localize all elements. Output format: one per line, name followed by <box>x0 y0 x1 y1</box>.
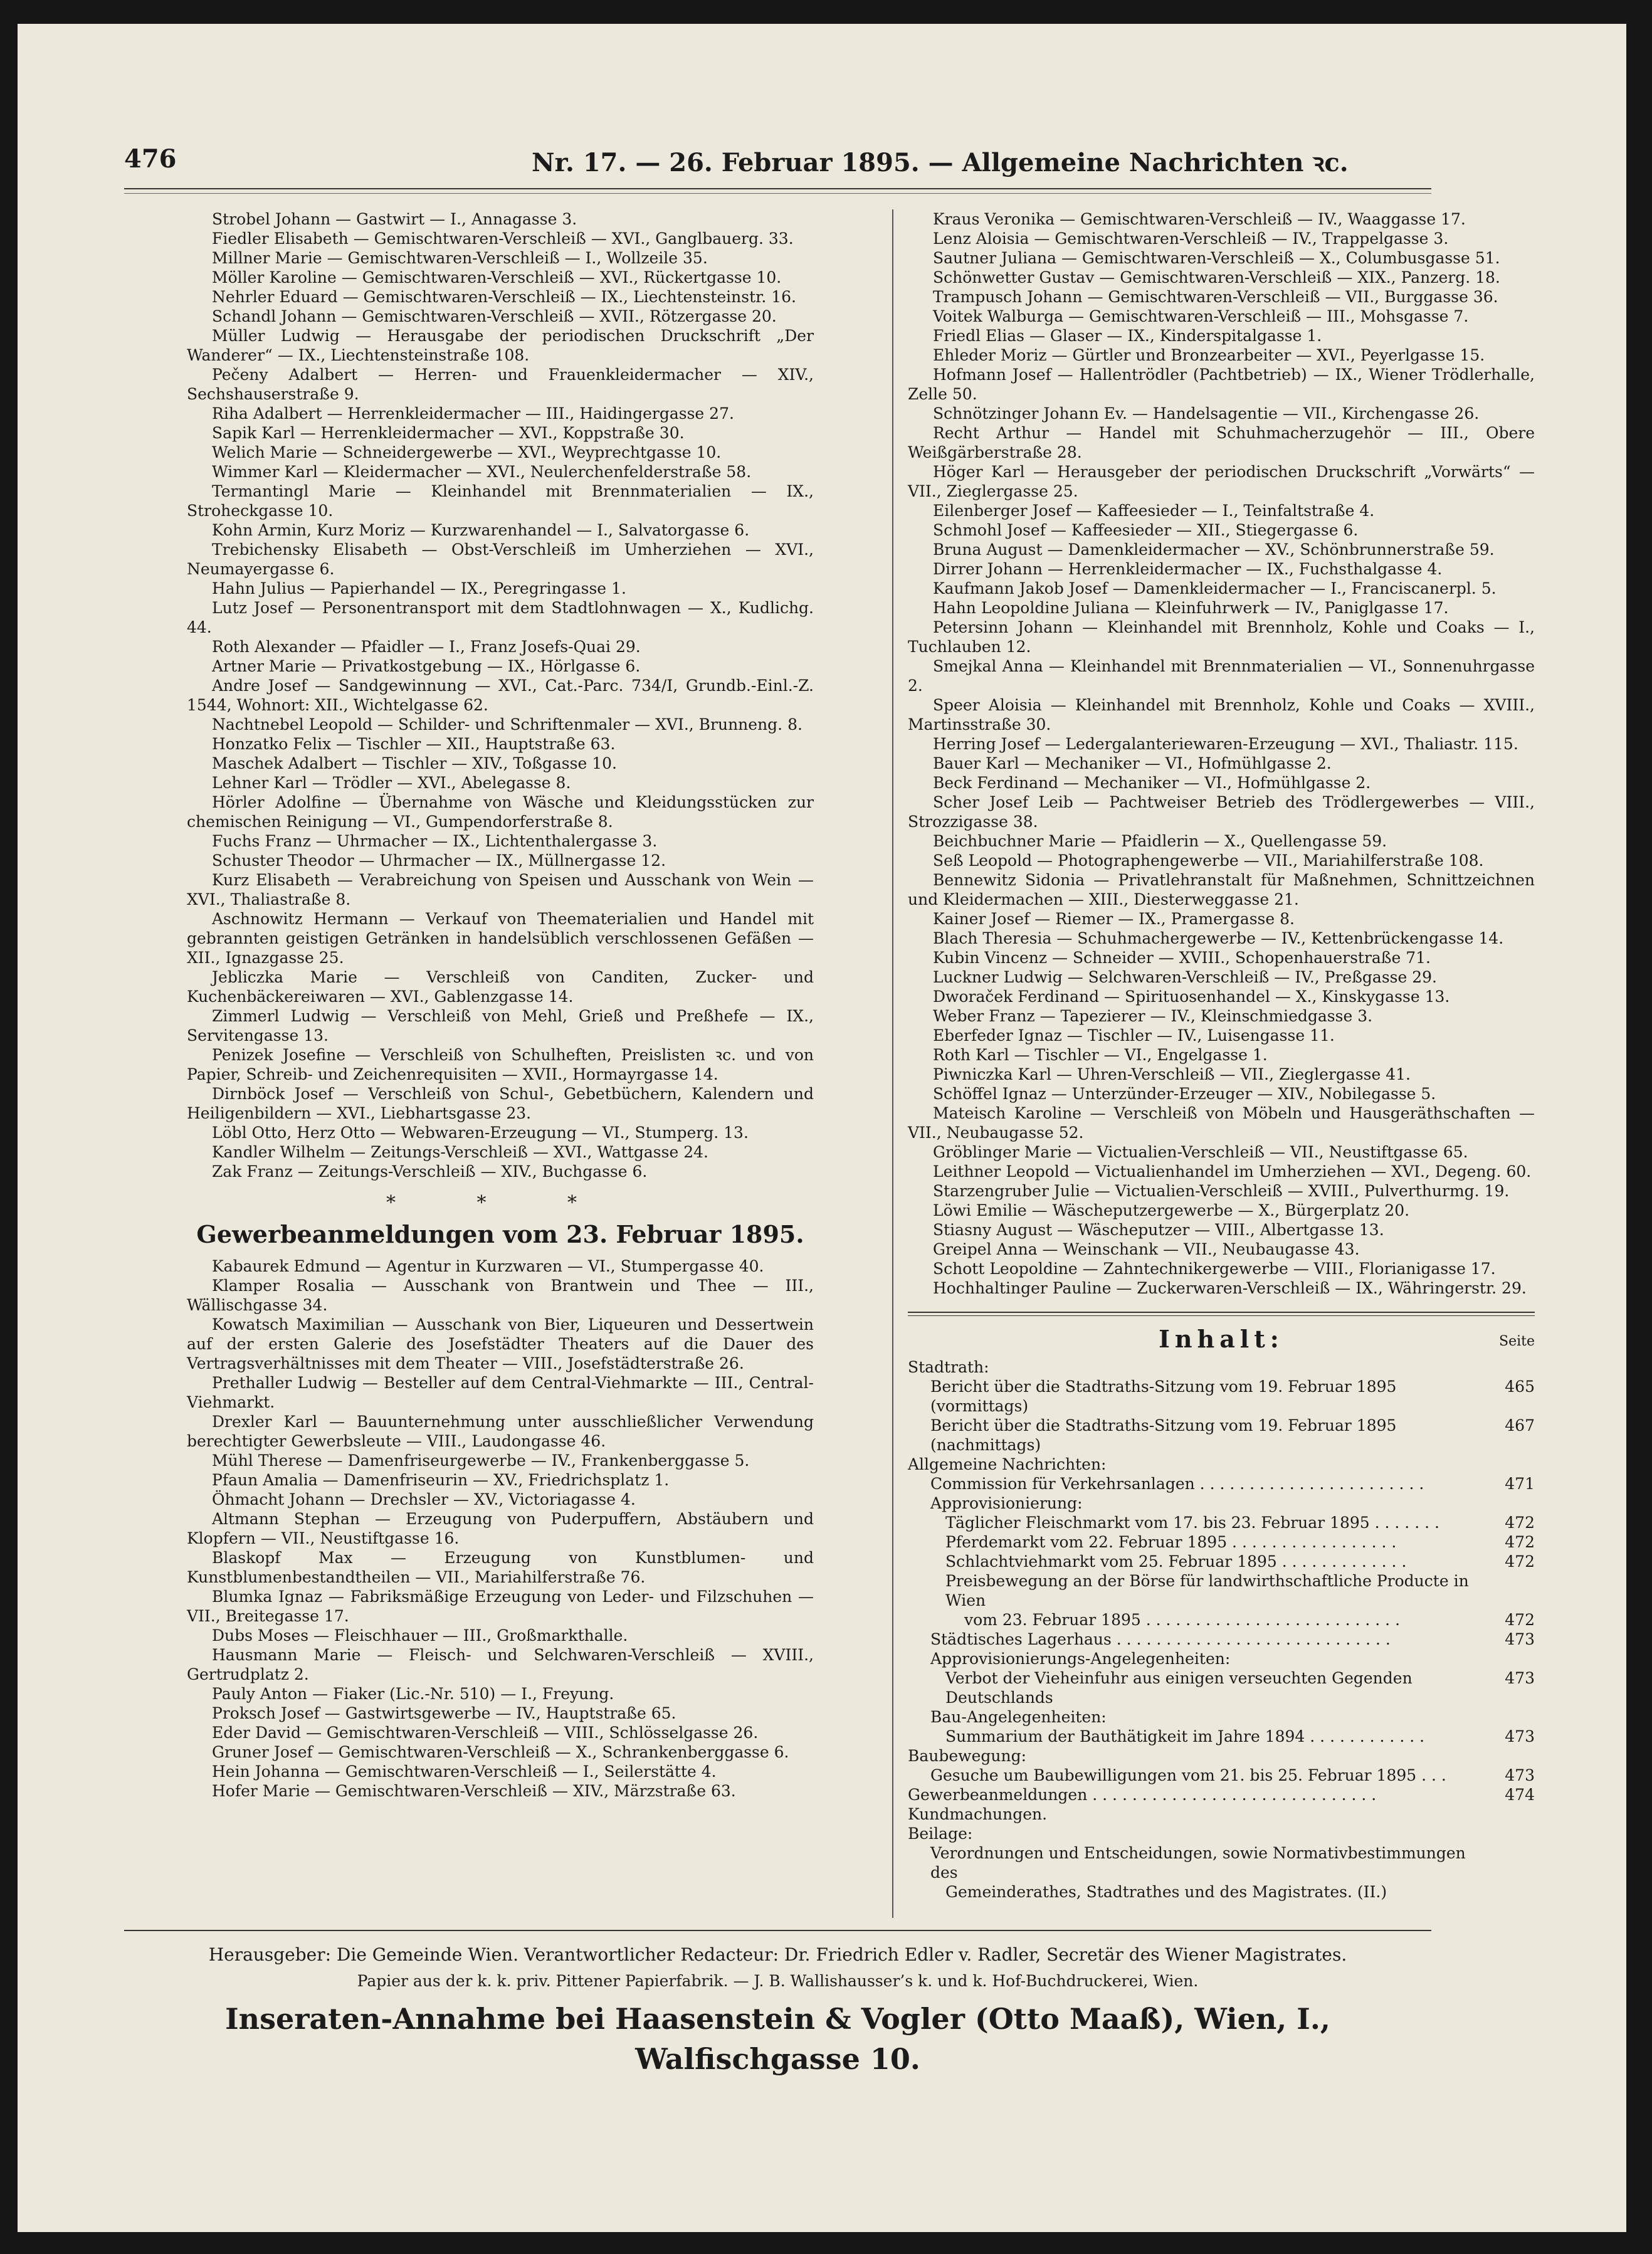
list-item: Eberfeder Ignaz — Tischler — IV., Luisengasse 11. <box>933 1026 1335 1045</box>
list-item: Andre Josef — Sandgewinnung — XVI., Cat.-Parc. 734/I, Grundb.-Einl.-Z. 1544, Wohnort: XII., Wichtelgasse 62. <box>187 677 814 714</box>
toc-row <box>908 1746 1535 1766</box>
toc-row <box>908 1649 1535 1668</box>
toc-title: Inhalt: <box>1159 1325 1284 1353</box>
left-column <box>187 209 814 1801</box>
list-item: Kabaurek Edmund — Agentur in Kurzwaren — VI., Stumpergasse 40. <box>212 1257 764 1275</box>
toc-row <box>908 1513 1535 1532</box>
list-item: Fuchs Franz — Uhrmacher — IX., Lichtenthalergasse 3. <box>212 832 658 850</box>
toc-row <box>908 1532 1535 1552</box>
toc-entry-page: 472 <box>1505 1611 1535 1629</box>
toc-entry-text: Approvisionierung: <box>930 1494 1083 1512</box>
list-item: Kurz Elisabeth — Verabreichung von Speisen und Ausschank von Wein — XVI., Thaliastraße 8. <box>187 871 814 908</box>
list-item: Gröblinger Marie — Victualien-Verschleiß — VII., Neustiftgasse 65. <box>933 1143 1468 1161</box>
list-item: Höger Karl — Herausgeber der periodischen Druckschrift „Vorwärts“ — VII., Zieglergasse 25. <box>908 463 1535 500</box>
toc-entry-text: Gemeinderathes, Stadtrathes und des Magistrates. (II.) <box>945 1883 1387 1901</box>
list-item: Nachtnebel Leopold — Schilder- und Schriftenmaler — XVI., Brunneng. 8. <box>212 715 802 734</box>
list-item: Eder David — Gemischtwaren-Verschleiß — VIII., Schlösselgasse 26. <box>212 1724 759 1742</box>
list-item: Kowatsch Maximilian — Ausschank von Bier, Liqueuren und Dessertwein auf der ersten Galerie des Josefstädter Theaters auf die Dauer des Vertragsverhältnisses mit dem Theater — VIII., Josefstädterstraße 26. <box>187 1315 814 1372</box>
list-item: Kohn Armin, Kurz Moriz — Kurzwarenhandel — I., Salvatorgasse 6. <box>212 521 750 539</box>
list-item: Herring Josef — Ledergalanteriewaren-Erzeugung — XVI., Thaliastr. 115. <box>933 735 1518 753</box>
list-item: Hofer Marie — Gemischtwaren-Verschleiß — XIV., Märzstraße 63. <box>212 1782 736 1800</box>
list-item: Schmohl Josef — Kaffeesieder — XII., Stiegergasse 6. <box>933 521 1359 539</box>
toc-row <box>908 1785 1535 1804</box>
header-title: Nr. 17. — 26. Februar 1895. — Allgemeine Nachrichten ꝛc. <box>532 148 1349 177</box>
footer-advert: Inseraten-Annahme bei Haasenstein & Vogler (Otto Maaß), Wien, I., Walfischgasse 10. <box>225 2002 1330 2076</box>
toc-entry-page: 467 <box>1505 1416 1535 1435</box>
list-item: Trebichensky Elisabeth — Obst-Verschleiß im Umherziehen — XVI., Neumayergasse 6. <box>187 540 814 578</box>
list-item: Mateisch Karoline — Verschleiß von Möbeln und Hausgeräthschaften — VII., Neubaugasse 52. <box>908 1104 1535 1142</box>
list-item: Honzatko Felix — Tischler — XII., Hauptstraße 63. <box>212 735 616 753</box>
list-item: Dirrer Johann — Herrenkleidermacher — IX., Fuchsthalgasse 4. <box>933 560 1443 578</box>
list-item: Scher Josef Leib — Pachtweiser Betrieb des Trödlergewerbes — VIII., Strozzigasse 38. <box>908 793 1535 831</box>
toc-entry-text: Kundmachungen. <box>908 1805 1048 1823</box>
list-item: Smejkal Anna — Kleinhandel mit Brennmaterialien — VI., Sonnenuhrgasse 2. <box>908 657 1535 695</box>
toc-entry-text: Stadtrath: <box>908 1358 989 1376</box>
column-divider <box>892 209 893 1918</box>
list-item: Leithner Leopold — Victualienhandel im Umherziehen — XVI., Degeng. 60. <box>933 1162 1532 1181</box>
list-item: Voitek Walburga — Gemischtwaren-Verschleiß — III., Mohsgasse 7. <box>933 307 1469 325</box>
list-item: Roth Alexander — Pfaidler — I., Franz Josefs-Quai 29. <box>212 638 641 656</box>
list-item: Blaskopf Max — Erzeugung von Kunstblumen- und Kunstblumenbestandtheilen — VII., Mariahilferstraße 76. <box>187 1549 814 1586</box>
toc-entry-page: 473 <box>1505 1630 1535 1648</box>
toc-row <box>908 1357 1535 1377</box>
toc-row <box>908 1474 1535 1493</box>
list-item: Stiasny August — Wäscheputzer — VIII., Albertgasse 13. <box>933 1221 1384 1239</box>
list-item: Zak Franz — Zeitungs-Verschleiß — XIV., Buchgasse 6. <box>212 1162 648 1181</box>
toc-row <box>908 1882 1535 1902</box>
toc-entry-text: Summarium der Bauthätigkeit im Jahre 1894 . . . . . . . . . . . . <box>945 1727 1425 1746</box>
list-item: Pfaun Amalia — Damenfriseurin — XV., Friedrichsplatz 1. <box>212 1471 670 1489</box>
list-item: Beichbuchner Marie — Pfaidlerin — X., Quellengasse 59. <box>933 832 1387 850</box>
list-item: Eilenberger Josef — Kaffeesieder — I., Teinfaltstraße 4. <box>933 502 1375 520</box>
newspaper-page <box>18 24 1626 2232</box>
toc-entry-text: Schlachtviehmarkt vom 25. Februar 1895 . . . . . . . . . . . . . <box>945 1552 1407 1571</box>
footer-rule <box>124 1930 1431 1932</box>
toc-entry-page: 473 <box>1505 1766 1535 1784</box>
list-item: Hörler Adolfine — Übernahme von Wäsche und Kleidungsstücken zur chemischen Reinigung — VI., Gumpendorferstraße 8. <box>187 793 814 831</box>
list-item: Starzengruber Julie — Victualien-Verschleiß — XVIII., Pulverthurmg. 19. <box>933 1182 1510 1200</box>
list-item: Klamper Rosalia — Ausschank von Brantwein und Thee — III., Wällischgasse 34. <box>187 1277 814 1314</box>
list-item: Mühl Therese — Damenfriseurgewerbe — IV., Frankenberggasse 5. <box>212 1451 750 1470</box>
list-item: Weber Franz — Tapezierer — IV., Kleinschmiedgasse 3. <box>933 1007 1373 1025</box>
toc-entry-page: 465 <box>1505 1377 1535 1396</box>
list-item: Fiedler Elisabeth — Gemischtwaren-Verschleiß — XVI., Ganglbauerg. 33. <box>212 229 794 248</box>
toc-entry-text: Commission für Verkehrsanlagen . . . . . . . . . . . . . . . . . . . . . . . <box>930 1475 1424 1493</box>
list-item: Müller Ludwig — Herausgabe der periodischen Druckschrift „Der Wanderer“ — IX., Liechtensteinstraße 108. <box>187 327 814 364</box>
toc-entry-text: Städtisches Lagerhaus . . . . . . . . . . . . . . . . . . . . . . . . . . . . <box>930 1630 1391 1648</box>
list-item: Hochhaltinger Pauline — Zuckerwaren-Verschleiß — IX., Währingerstr. 29. <box>933 1279 1527 1297</box>
toc-entry-page: 472 <box>1505 1533 1535 1551</box>
list-item: Schönwetter Gustav — Gemischtwaren-Verschleiß — XIX., Panzerg. 18. <box>933 268 1500 287</box>
list-item: Bennewitz Sidonia — Privatlehranstalt für Maßnehmen, Schnittzeichnen und Kleidermachen — XIII., Diesterweggasse 21. <box>908 871 1535 908</box>
list-item: Pečeny Adalbert — Herren- und Frauenkleidermacher — XIV., Sechshauserstraße 9. <box>187 366 814 403</box>
toc-entry-page: 471 <box>1505 1475 1535 1493</box>
list-item: Löwi Emilie — Wäscheputzergewerbe — X., Bürgerplatz 20. <box>933 1201 1410 1219</box>
list-item: Pauly Anton — Fiaker (Lic.-Nr. 510) — I., Freyung. <box>212 1685 614 1703</box>
toc-row <box>908 1552 1535 1571</box>
toc-row <box>908 1707 1535 1727</box>
toc-list <box>908 1357 1535 1902</box>
page-number: 476 <box>124 144 177 174</box>
list-item: Kandler Wilhelm — Zeitungs-Verschleiß — XVI., Wattgasse 24. <box>212 1143 708 1161</box>
list-item: Schöffel Ignaz — Unterzünder-Erzeuger — XIV., Nobilegasse 5. <box>933 1085 1436 1103</box>
list-item: Seß Leopold — Photographengewerbe — VII., Mariahilferstraße 108. <box>933 851 1484 870</box>
toc-row <box>908 1630 1535 1649</box>
toc-row <box>908 1727 1535 1746</box>
toc-row <box>908 1377 1535 1416</box>
list-item: Friedl Elias — Glaser — IX., Kinderspitalgasse 1. <box>933 327 1322 345</box>
list-item: Altmann Stephan — Erzeugung von Puderpuffern, Abstäubern und Klopfern — VII., Neustiftgasse 16. <box>187 1510 814 1547</box>
list-item: Hofmann Josef — Hallentrödler (Pachtbetrieb) — IX., Wiener Trödlerhalle, Zelle 50. <box>908 366 1535 403</box>
list-item: Schandl Johann — Gemischtwaren-Verschleiß — XVII., Rötzergasse 20. <box>212 307 777 325</box>
list-item: Gruner Josef — Gemischtwaren-Verschleiß — X., Schrankenberggasse 6. <box>212 1743 789 1761</box>
list-item: Dirnböck Josef — Verschleiß von Schul-, Gebetbüchern, Kalendern und Heiligenbildern — XVI., Liebhartsgasse 23. <box>187 1085 814 1122</box>
list-item: Kainer Josef — Riemer — IX., Pramergasse 8. <box>933 910 1295 928</box>
list-item: Löbl Otto, Herz Otto — Webwaren-Erzeugung — VI., Stumperg. 13. <box>212 1124 749 1142</box>
page-footer <box>124 1930 1431 2079</box>
list-item: Schuster Theodor — Uhrmacher — IX., Müllnergasse 12. <box>212 851 666 870</box>
list-item: Dworaček Ferdinand — Spirituosenhandel — X., Kinskygasse 13. <box>933 987 1450 1006</box>
toc-entry-text: Approvisionierungs-Angelegenheiten: <box>930 1650 1231 1668</box>
toc-entry-page: 473 <box>1505 1669 1535 1687</box>
toc-entry-text: Täglicher Fleischmarkt vom 17. bis 23. Februar 1895 . . . . . . . <box>945 1514 1439 1532</box>
toc-entry-text: Bericht über die Stadtraths-Sitzung vom 19. Februar 1895 (nachmittags) <box>930 1416 1397 1454</box>
left-entries-b <box>187 1256 814 1801</box>
list-item: Jebliczka Marie — Verschleiß von Canditen, Zucker- und Kuchenbäckereiwaren — XVI., Gablenzgasse 14. <box>187 968 814 1006</box>
list-item: Lehner Karl — Trödler — XVI., Abelegasse 8. <box>212 774 571 792</box>
list-item: Beck Ferdinand — Mechaniker — VI., Hofmühlgasse 2. <box>933 774 1371 792</box>
list-item: Zimmerl Ludwig — Verschleiß von Mehl, Grieß und Preßhefe — IX., Servitengasse 13. <box>187 1007 814 1045</box>
list-item: Kaufmann Jakob Josef — Damenkleidermacher — I., Franciscanerpl. 5. <box>933 579 1497 598</box>
list-item: Penizek Josefine — Verschleiß von Schulheften, Preislisten ꝛc. und von Papier, Schreib- und Zeichenrequisiten — XVII., Hormayrgasse 14. <box>187 1046 814 1083</box>
toc-entry-text: Beilage: <box>908 1825 973 1843</box>
toc-entry-text: Bau-Angelegenheiten: <box>930 1708 1107 1726</box>
list-item: Trampusch Johann — Gemischtwaren-Verschleiß — VII., Burggasse 36. <box>933 288 1498 306</box>
toc-row <box>908 1455 1535 1474</box>
list-item: Maschek Adalbert — Tischler — XIV., Toßgasse 10. <box>212 754 617 772</box>
toc-entry-text: Verbot der Vieheinfuhr aus einigen verseuchten Gegenden Deutschlands <box>945 1669 1413 1707</box>
toc-entry-page: 473 <box>1505 1727 1535 1746</box>
list-item: Nehrler Eduard — Gemischtwaren-Verschleiß — IX., Liechtensteinstr. 16. <box>212 288 797 306</box>
section-stars: * * * <box>386 1192 615 1214</box>
toc-entry-page: 472 <box>1505 1552 1535 1571</box>
list-item: Bruna August — Damenkleidermacher — XV., Schönbrunnerstraße 59. <box>933 540 1495 559</box>
toc-row <box>908 1571 1535 1610</box>
list-item: Roth Karl — Tischler — VI., Engelgasse 1. <box>933 1046 1268 1064</box>
list-item: Recht Arthur — Handel mit Schuhmacherzugehör — III., Obere Weißgärberstraße 28. <box>908 424 1535 461</box>
toc-entry-text: Gesuche um Baubewilligungen vom 21. bis 25. Februar 1895 . . . <box>930 1766 1446 1784</box>
list-item: Dubs Moses — Fleischhauer — III., Großmarkthalle. <box>212 1626 628 1645</box>
list-item: Riha Adalbert — Herrenkleidermacher — III., Haidingergasse 27. <box>212 404 734 423</box>
list-item: Piwniczka Karl — Uhren-Verschleiß — VII., Zieglergasse 41. <box>933 1065 1411 1083</box>
toc-entry-text: Gewerbeanmeldungen . . . . . . . . . . . . . . . . . . . . . . . . . . . . . <box>908 1786 1377 1804</box>
list-item: Hausmann Marie — Fleisch- und Selchwaren-Verschleiß — XVIII., Gertrudplatz 2. <box>187 1646 814 1683</box>
list-item: Bauer Karl — Mechaniker — VI., Hofmühlgasse 2. <box>933 754 1332 772</box>
list-item: Drexler Karl — Bauunternehmung unter ausschließlicher Verwendung berechtigter Gewerbsleute — VIII., Laudongasse 46. <box>187 1413 814 1450</box>
list-item: Lutz Josef — Personentransport mit dem Stadtlohnwagen — X., Kudlichg. 44. <box>187 599 814 636</box>
list-item: Schott Leopoldine — Zahntechnikergewerbe — VIII., Florianigasse 17. <box>933 1260 1496 1278</box>
toc-seite-label: Seite <box>1499 1334 1535 1349</box>
list-item: Petersinn Johann — Kleinhandel mit Brennholz, Kohle und Coaks — I., Tuchlauben 12. <box>908 618 1535 656</box>
toc-row <box>908 1610 1535 1630</box>
toc-entry-text: Pferdemarkt vom 22. Februar 1895 . . . . . . . . . . . . . . . . . <box>945 1533 1397 1551</box>
toc-entry-page: 472 <box>1505 1514 1535 1532</box>
toc-entry-text: Bericht über die Stadtraths-Sitzung vom 19. Februar 1895 (vormittags) <box>930 1377 1397 1415</box>
footer-publisher: Herausgeber: Die Gemeinde Wien. Verantwortlicher Redacteur: Dr. Friedrich Edler v. Radler, Secretär des Wiener Magistrates. <box>208 1944 1347 1965</box>
footer-printer: Papier aus der k. k. priv. Pittener Papierfabrik. — J. B. Wallishausser’s k. und k. Hof-Buchdruckerei, Wien. <box>357 1972 1199 1990</box>
list-item: Millner Marie — Gemischtwaren-Verschleiß — I., Wollzeile 35. <box>212 249 708 267</box>
toc-row <box>908 1493 1535 1513</box>
list-item: Schnötzinger Johann Ev. — Handelsagentie — VII., Kirchengasse 26. <box>933 404 1480 423</box>
toc-rule <box>908 1312 1535 1316</box>
toc-row <box>908 1668 1535 1707</box>
list-item: Hein Johanna — Gemischtwaren-Verschleiß — I., Seilerstätte 4. <box>212 1762 717 1781</box>
list-item: Termantingl Marie — Kleinhandel mit Brennmaterialien — IX., Stroheckgasse 10. <box>187 482 814 520</box>
list-item: Blumka Ignaz — Fabriksmäßige Erzeugung von Leder- und Filzschuhen — VII., Breitegasse 17. <box>187 1588 814 1625</box>
list-item: Kraus Veronika — Gemischtwaren-Verschleiß — IV., Waaggasse 17. <box>933 210 1466 228</box>
list-item: Möller Karoline — Gemischtwaren-Verschleiß — XVI., Rückertgasse 10. <box>212 268 782 287</box>
list-item: Prethaller Ludwig — Besteller auf dem Central-Viehmarkte — III., Central-Viehmarkt. <box>187 1374 814 1411</box>
toc-entry-text: Preisbewegung an der Börse für landwirthschaftliche Producte in Wien <box>945 1572 1469 1609</box>
toc-entry-text: vom 23. Februar 1895 . . . . . . . . . . . . . . . . . . . . . . . . . . <box>964 1611 1401 1629</box>
list-item: Welich Marie — Schneidergewerbe — XVI., Weyprechtgasse 10. <box>212 443 722 461</box>
list-item: Ehleder Moriz — Gürtler und Bronzearbeiter — XVI., Peyerlgasse 15. <box>933 346 1485 364</box>
toc-entry-page: 474 <box>1505 1786 1535 1804</box>
list-item: Lenz Aloisia — Gemischtwaren-Verschleiß — IV., Trappelgasse 3. <box>933 229 1449 248</box>
page-header <box>124 144 1431 182</box>
list-item: Proksch Josef — Gastwirtsgewerbe — IV., Hauptstraße 65. <box>212 1704 676 1722</box>
list-item: Greipel Anna — Weinschank — VII., Neubaugasse 43. <box>933 1240 1360 1258</box>
right-entries <box>908 209 1535 1298</box>
list-item: Aschnowitz Hermann — Verkauf von Theematerialien und Handel mit gebrannten geistigen Getränken in handelsüblich verschlossenen Gefäßen — XII., Ignazgasse 25. <box>187 910 814 967</box>
header-rule <box>124 188 1431 194</box>
toc-row <box>908 1416 1535 1455</box>
list-item: Luckner Ludwig — Selchwaren-Verschleiß — IV., Preßgasse 29. <box>933 968 1437 986</box>
list-item: Öhmacht Johann — Drechsler — XV., Victoriagasse 4. <box>212 1490 636 1509</box>
list-item: Kubin Vincenz — Schneider — XVIII., Schopenhauerstraße 71. <box>933 949 1431 967</box>
toc-row <box>908 1804 1535 1824</box>
list-item: Strobel Johann — Gastwirt — I., Annagasse 3. <box>212 210 577 228</box>
list-item: Sapik Karl — Herrenkleidermacher — XVI., Koppstraße 30. <box>212 424 685 442</box>
toc-entry-text: Verordnungen und Entscheidungen, sowie Normativbestimmungen des <box>930 1844 1466 1882</box>
toc-row <box>908 1766 1535 1785</box>
list-item: Blach Theresia — Schuhmachergewerbe — IV., Kettenbrückengasse 14. <box>933 929 1504 947</box>
toc-row <box>908 1843 1535 1882</box>
toc-header <box>908 1325 1535 1357</box>
section-title: Gewerbeanmeldungen vom 23. Februar 1895. <box>196 1220 804 1248</box>
list-item: Wimmer Karl — Kleidermacher — XVI., Neulerchenfelderstraße 58. <box>212 463 752 481</box>
toc-row <box>908 1824 1535 1843</box>
list-item: Hahn Julius — Papierhandel — IX., Peregringasse 1. <box>212 579 626 598</box>
list-item: Artner Marie — Privatkostgebung — IX., Hörlgasse 6. <box>212 657 641 675</box>
list-item: Sautner Juliana — Gemischtwaren-Verschleiß — X., Columbusgasse 51. <box>933 249 1500 267</box>
list-item: Speer Aloisia — Kleinhandel mit Brennholz, Kohle und Coaks — XVIII., Martinsstraße 30. <box>908 696 1535 734</box>
list-item: Hahn Leopoldine Juliana — Kleinfuhrwerk — IV., Paniglgasse 17. <box>933 599 1449 617</box>
left-entries-a <box>187 209 814 1181</box>
toc-entry-text: Allgemeine Nachrichten: <box>908 1455 1107 1473</box>
toc-entry-text: Baubewegung: <box>908 1747 1027 1765</box>
right-column <box>908 209 1535 1902</box>
